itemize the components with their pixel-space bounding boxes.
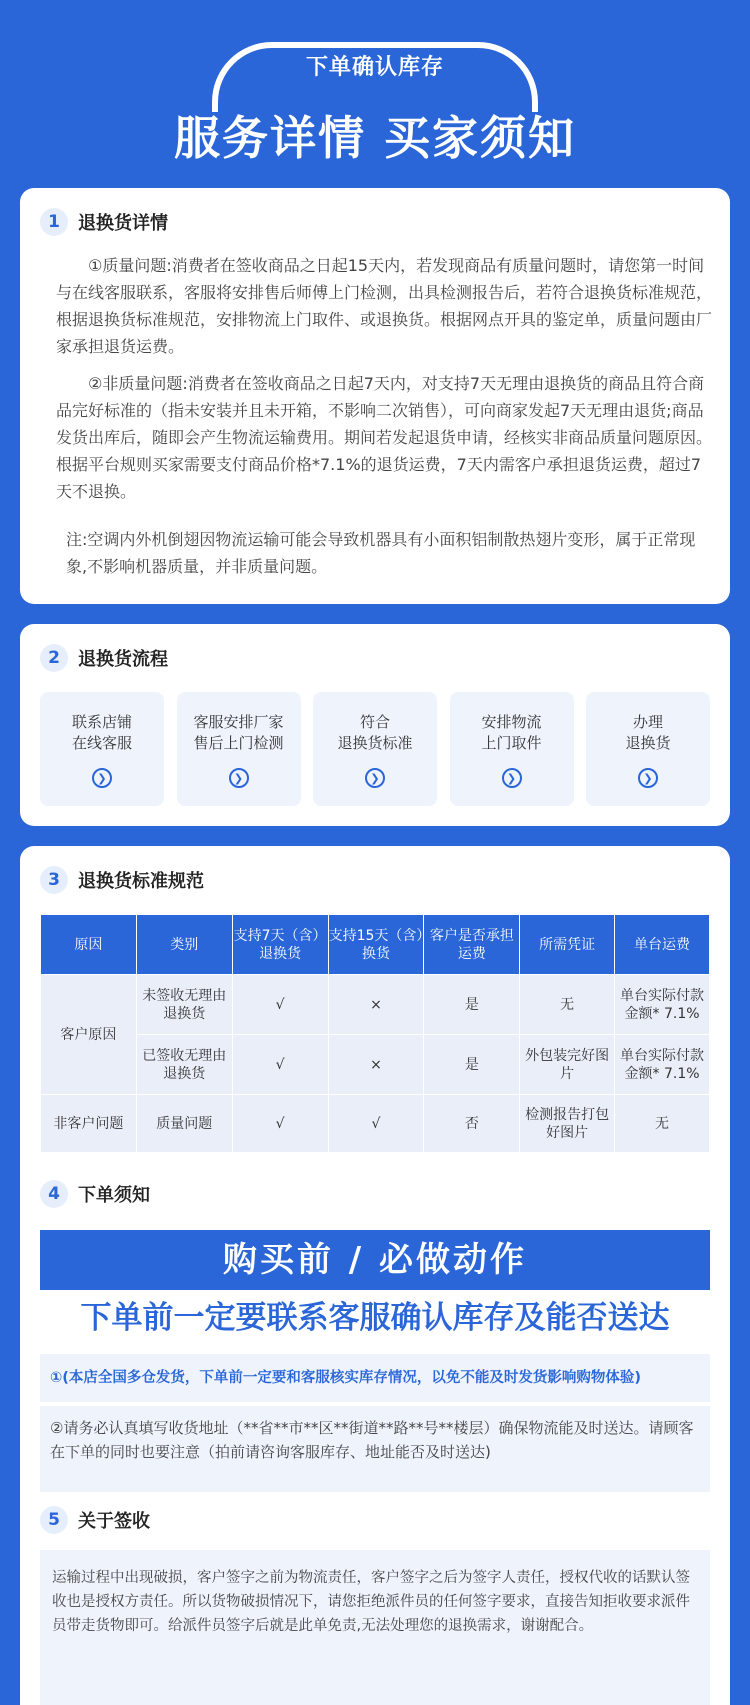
table-cell: √ (328, 1095, 424, 1153)
table-cell: 单台实际付款金额* 7.1% (615, 975, 710, 1035)
table-cell: 检测报告打包好图片 (520, 1095, 615, 1153)
table-cell: 是 (424, 975, 520, 1035)
step-label-line1: 客服安排厂家 (193, 713, 284, 731)
process-step (313, 692, 437, 806)
section-number: 1 (40, 208, 68, 236)
multi-warehouse-note-box (40, 1354, 710, 1402)
column-header: 支持15天（含）换货 (328, 915, 424, 975)
table-row (41, 1035, 710, 1095)
process-step (586, 692, 710, 806)
step-label-line2: 退换货 (625, 734, 671, 752)
step-label-line1: 符合 (359, 713, 390, 731)
section-title: 退换货详情 (78, 213, 168, 234)
step-label-line2: 售后上门检测 (193, 734, 284, 752)
step-label-line2: 上门取件 (481, 734, 542, 752)
table-row (41, 1095, 710, 1153)
header (0, 0, 750, 188)
section-title: 关于签收 (78, 1511, 150, 1532)
section-number: 5 (40, 1506, 68, 1534)
address-note: ②请务必认真填写收货地址（**省**市**区**街道**路**号**楼层）确保物流能及时送达。请顾客在下单的同时也要注意（拍前请咨询客服库存、地址能否及时送达) (50, 1419, 694, 1461)
section-title: 退换货流程 (78, 649, 168, 670)
chevron-right-icon: ❯ (502, 768, 522, 788)
return-process-card (20, 624, 730, 826)
process-step (450, 692, 574, 806)
column-header: 所需凭证 (520, 915, 615, 975)
before-purchase-banner: 购买前 / 必做动作 (40, 1230, 710, 1290)
fin-deformation-note: 注:空调内外机倒翅因物流运输可能会导致机器具有小面积铝制散热翅片变形，属于正常现象,不影响机器质量，并非质量问题。 (66, 530, 696, 576)
chevron-right-icon: ❯ (229, 768, 249, 788)
non-quality-issue-paragraph: ②非质量问题:消费者在签收商品之日起7天内，对支持7天无理由退换货的商品且符合商品完好标准的（指未安装并且未开箱，不影响二次销售），可向商家发起7天无理由退货;商品发货出库后，随即会产生物流运输费用。期间若发起退货申请，经核实非商品质量问题原因。根据平台规则买家需要支付商品价格*7.1%的退货运费，7天内需客户承担退货运费，超过7天不退换。 (56, 374, 713, 501)
table-header-row (41, 915, 710, 975)
section-header (40, 866, 204, 894)
table-cell: 质量问题 (136, 1095, 232, 1153)
column-header: 客户是否承担运费 (424, 915, 520, 975)
step-label-line2: 在线客服 (71, 734, 132, 752)
quality-issue-paragraph: ①质量问题:消费者在签收商品之日起15天内，若发现商品有质量问题时，请您第一时间与在线客服联系，客服将安排售后师傅上门检测，出具检测报告后，若符合退换货标准规范，根据退换货标准规范，安排物流上门取件、或退换货。根据网点开具的鉴定单，质量问题由厂家承担退货运费。 (56, 256, 713, 356)
table-cell: 未签收无理由退换货 (136, 975, 232, 1035)
section-header (40, 1506, 150, 1534)
return-details-card (20, 188, 730, 604)
table-cell: √ (232, 1035, 328, 1095)
step-label-line1: 办理 (632, 713, 663, 731)
column-header: 原因 (41, 915, 137, 975)
signing-text: 运输过程中出现破损，客户签字之前为物流责任，客户签字之后为签字人责任，授权代收的话默认签收也是授权方责任。所以货物破损情况下，请您拒绝派件员的任何签字要求，直接告知拒收要求派件员带走货物即可。给派件员签字后就是此单免责,无法处理您的退换需求，谢谢配合。 (52, 1570, 690, 1634)
process-steps (40, 692, 710, 806)
table-cell: 已签收无理由退换货 (136, 1035, 232, 1095)
section-header (40, 644, 168, 672)
step-label-line1: 安排物流 (481, 713, 542, 731)
table-row (41, 975, 710, 1035)
page-title: 服务详情 买家须知 (173, 111, 576, 165)
chevron-right-icon: ❯ (92, 768, 112, 788)
section-header (40, 1180, 150, 1208)
standards-notice-card (20, 846, 730, 1705)
table-cell: 无 (615, 1095, 710, 1153)
section-number: 4 (40, 1180, 68, 1208)
address-note-box (40, 1406, 710, 1492)
column-header: 单台运费 (615, 915, 710, 975)
contact-service-headline: 下单前一定要联系客服确认库存及能否送达 (80, 1300, 670, 1336)
header-top-label: 下单确认库存 (305, 55, 444, 80)
process-step (177, 692, 301, 806)
column-header: 类别 (136, 915, 232, 975)
table-cell: √ (232, 1095, 328, 1153)
step-label-line1: 联系店铺 (71, 713, 132, 731)
table-cell: × (328, 1035, 424, 1095)
section-title: 退换货标准规范 (78, 871, 204, 892)
step-label-line2: 退换货标准 (337, 734, 413, 752)
table-cell: 外包装完好图片 (520, 1035, 615, 1095)
table-cell: √ (232, 975, 328, 1035)
chevron-right-icon: ❯ (638, 768, 658, 788)
section-header (40, 208, 168, 236)
table-cell: 单台实际付款金额* 7.1% (615, 1035, 710, 1095)
section-number: 2 (40, 644, 68, 672)
section-number: 3 (40, 866, 68, 894)
table-cell: 是 (424, 1035, 520, 1095)
section-title: 下单须知 (78, 1185, 150, 1206)
multi-warehouse-note: ①(本店全国多仓发货，下单前一定要和客服核实库存情况，以免不能及时发货影响购物体验) (50, 1370, 642, 1386)
return-standards-table (40, 914, 710, 1153)
table-cell: 无 (520, 975, 615, 1035)
table-cell: 非客户问题 (41, 1095, 137, 1153)
table-cell: 否 (424, 1095, 520, 1153)
table-cell: 客户原因 (41, 975, 137, 1095)
signing-info-box (40, 1550, 710, 1705)
process-step (40, 692, 164, 806)
column-header: 支持7天（含）退换货 (232, 915, 328, 975)
chevron-right-icon: ❯ (365, 768, 385, 788)
table-cell: × (328, 975, 424, 1035)
